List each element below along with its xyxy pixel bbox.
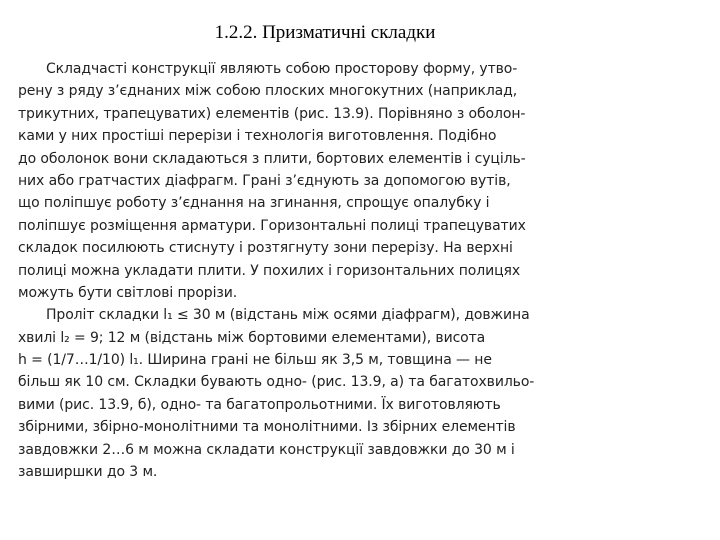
slide-title: 1.2.2. Призматичні складки: [214, 22, 436, 43]
paragraph-2: [18, 304, 702, 483]
text-line: до оболонок вони складаються з плити, бортових елементів і суціль-: [18, 150, 526, 167]
text-line: завдовжки 2…6 м можна складати конструкції завдовжки до 30 м і: [18, 441, 515, 458]
text-line: складок посилюють стиснуту і розтягнуту зони перерізу. На верхні: [18, 240, 513, 257]
text-line: завширшки до 3 м.: [18, 464, 158, 481]
text-line: хвилі l₂ = 9; 12 м (відстань між бортовими елементами), висота: [18, 329, 486, 346]
text-line: що поліпшує роботу з’єднання на згинання, спрощує опалубку і: [18, 195, 490, 212]
text-line: можуть бути світлові прорізи.: [18, 284, 238, 301]
text-line: рену з ряду з’єднаних між собою плоских многокутних (наприклад,: [18, 83, 518, 100]
text-line: збірними, збірно-монолітними та монолітними. Із збірних елементів: [18, 419, 516, 436]
paragraph-1: [18, 58, 702, 304]
text-line: Проліт складки l₁ ≤ 30 м (відстань між осями діафрагм), довжина: [46, 307, 530, 324]
text-line: трикутних, трапецуватих) елементів (рис. 13.9). Порівняно з оболон-: [18, 105, 526, 122]
text-line: h = (1/7…1/10) l₁. Ширина грані не більш як 3,5 м, товщина — не: [18, 352, 492, 369]
text-line: поліпшує розміщення арматури. Горизонтальні полиці трапецуватих: [18, 217, 526, 234]
text-line: Складчасті конструкції являють собою просторову форму, утво-: [46, 61, 518, 77]
text-line: вими (рис. 13.9, б), одно- та багатопрольотними. Їх виготовляють: [18, 396, 501, 413]
text-line: більш як 10 см. Складки бувають одно- (рис. 13.9, а) та багатохвильо-: [18, 374, 535, 391]
text-line: ками у них простіші перерізи і технологія виготовлення. Подібно: [18, 128, 497, 145]
scanned-text-block: [18, 58, 702, 483]
text-line: них або гратчастих діафрагм. Грані з’єднують за допомогою вутів,: [18, 172, 511, 189]
text-line: полиці можна укладати плити. У похилих і горизонтальних полицях: [18, 262, 521, 279]
